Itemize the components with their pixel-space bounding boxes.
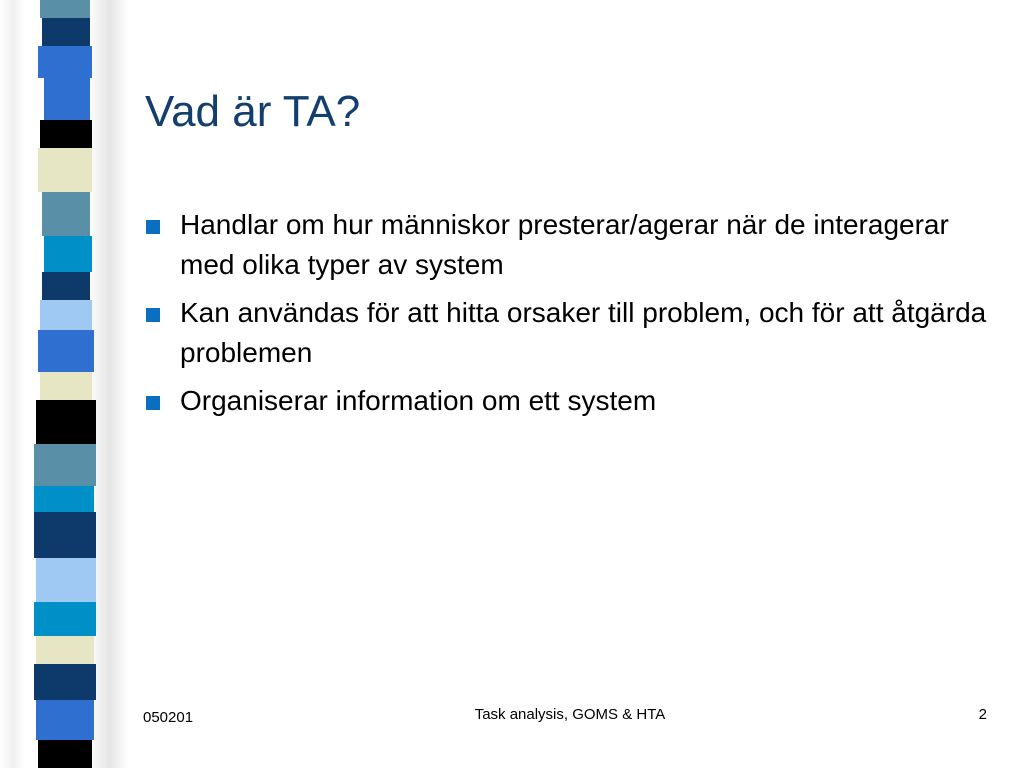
bullet-item <box>144 205 1004 285</box>
stripe-block <box>34 664 96 700</box>
stripe-block <box>36 400 96 444</box>
bullet-text: Handlar om hur människor presterar/agerar när de interagerar med olika typer av system <box>180 209 949 280</box>
stripe-block <box>38 740 92 768</box>
bullet-text: Organiserar information om ett system <box>180 385 657 416</box>
stripe-block <box>44 78 90 120</box>
stripe-block <box>34 602 96 636</box>
stripe-block <box>42 192 90 236</box>
slide-title: Vad är TA? <box>145 87 361 136</box>
stripe-block <box>34 444 96 486</box>
decorative-stripe-band <box>0 0 130 768</box>
stripe-block <box>34 486 94 512</box>
stripe-block <box>34 512 96 558</box>
bullet-item <box>144 293 1004 373</box>
stripe-block <box>42 272 90 300</box>
square-bullet-icon <box>146 220 160 234</box>
stripe-block <box>40 372 92 400</box>
square-bullet-icon <box>146 396 160 410</box>
stripe-block <box>40 0 90 18</box>
stripe-block <box>40 120 92 148</box>
bullet-text: Kan användas för att hitta orsaker till problem, och för att åtgärda problemen <box>180 297 987 368</box>
stripe-pattern-icon <box>0 0 130 768</box>
stripe-block <box>40 300 92 330</box>
stripe-block <box>38 46 92 78</box>
bullet-list <box>144 205 1004 429</box>
stripe-block <box>36 636 94 664</box>
bullet-item <box>144 381 1004 421</box>
footer-date: 050201 <box>143 709 194 726</box>
stripe-block <box>44 236 92 272</box>
stripe-block <box>36 558 96 602</box>
stripe-block <box>38 330 94 372</box>
square-bullet-icon <box>146 308 160 322</box>
footer-page-number: 2 <box>978 706 987 723</box>
stripe-block <box>38 148 92 192</box>
footer-title: Task analysis, GOMS & HTA <box>474 706 666 723</box>
stripe-block <box>42 18 90 46</box>
